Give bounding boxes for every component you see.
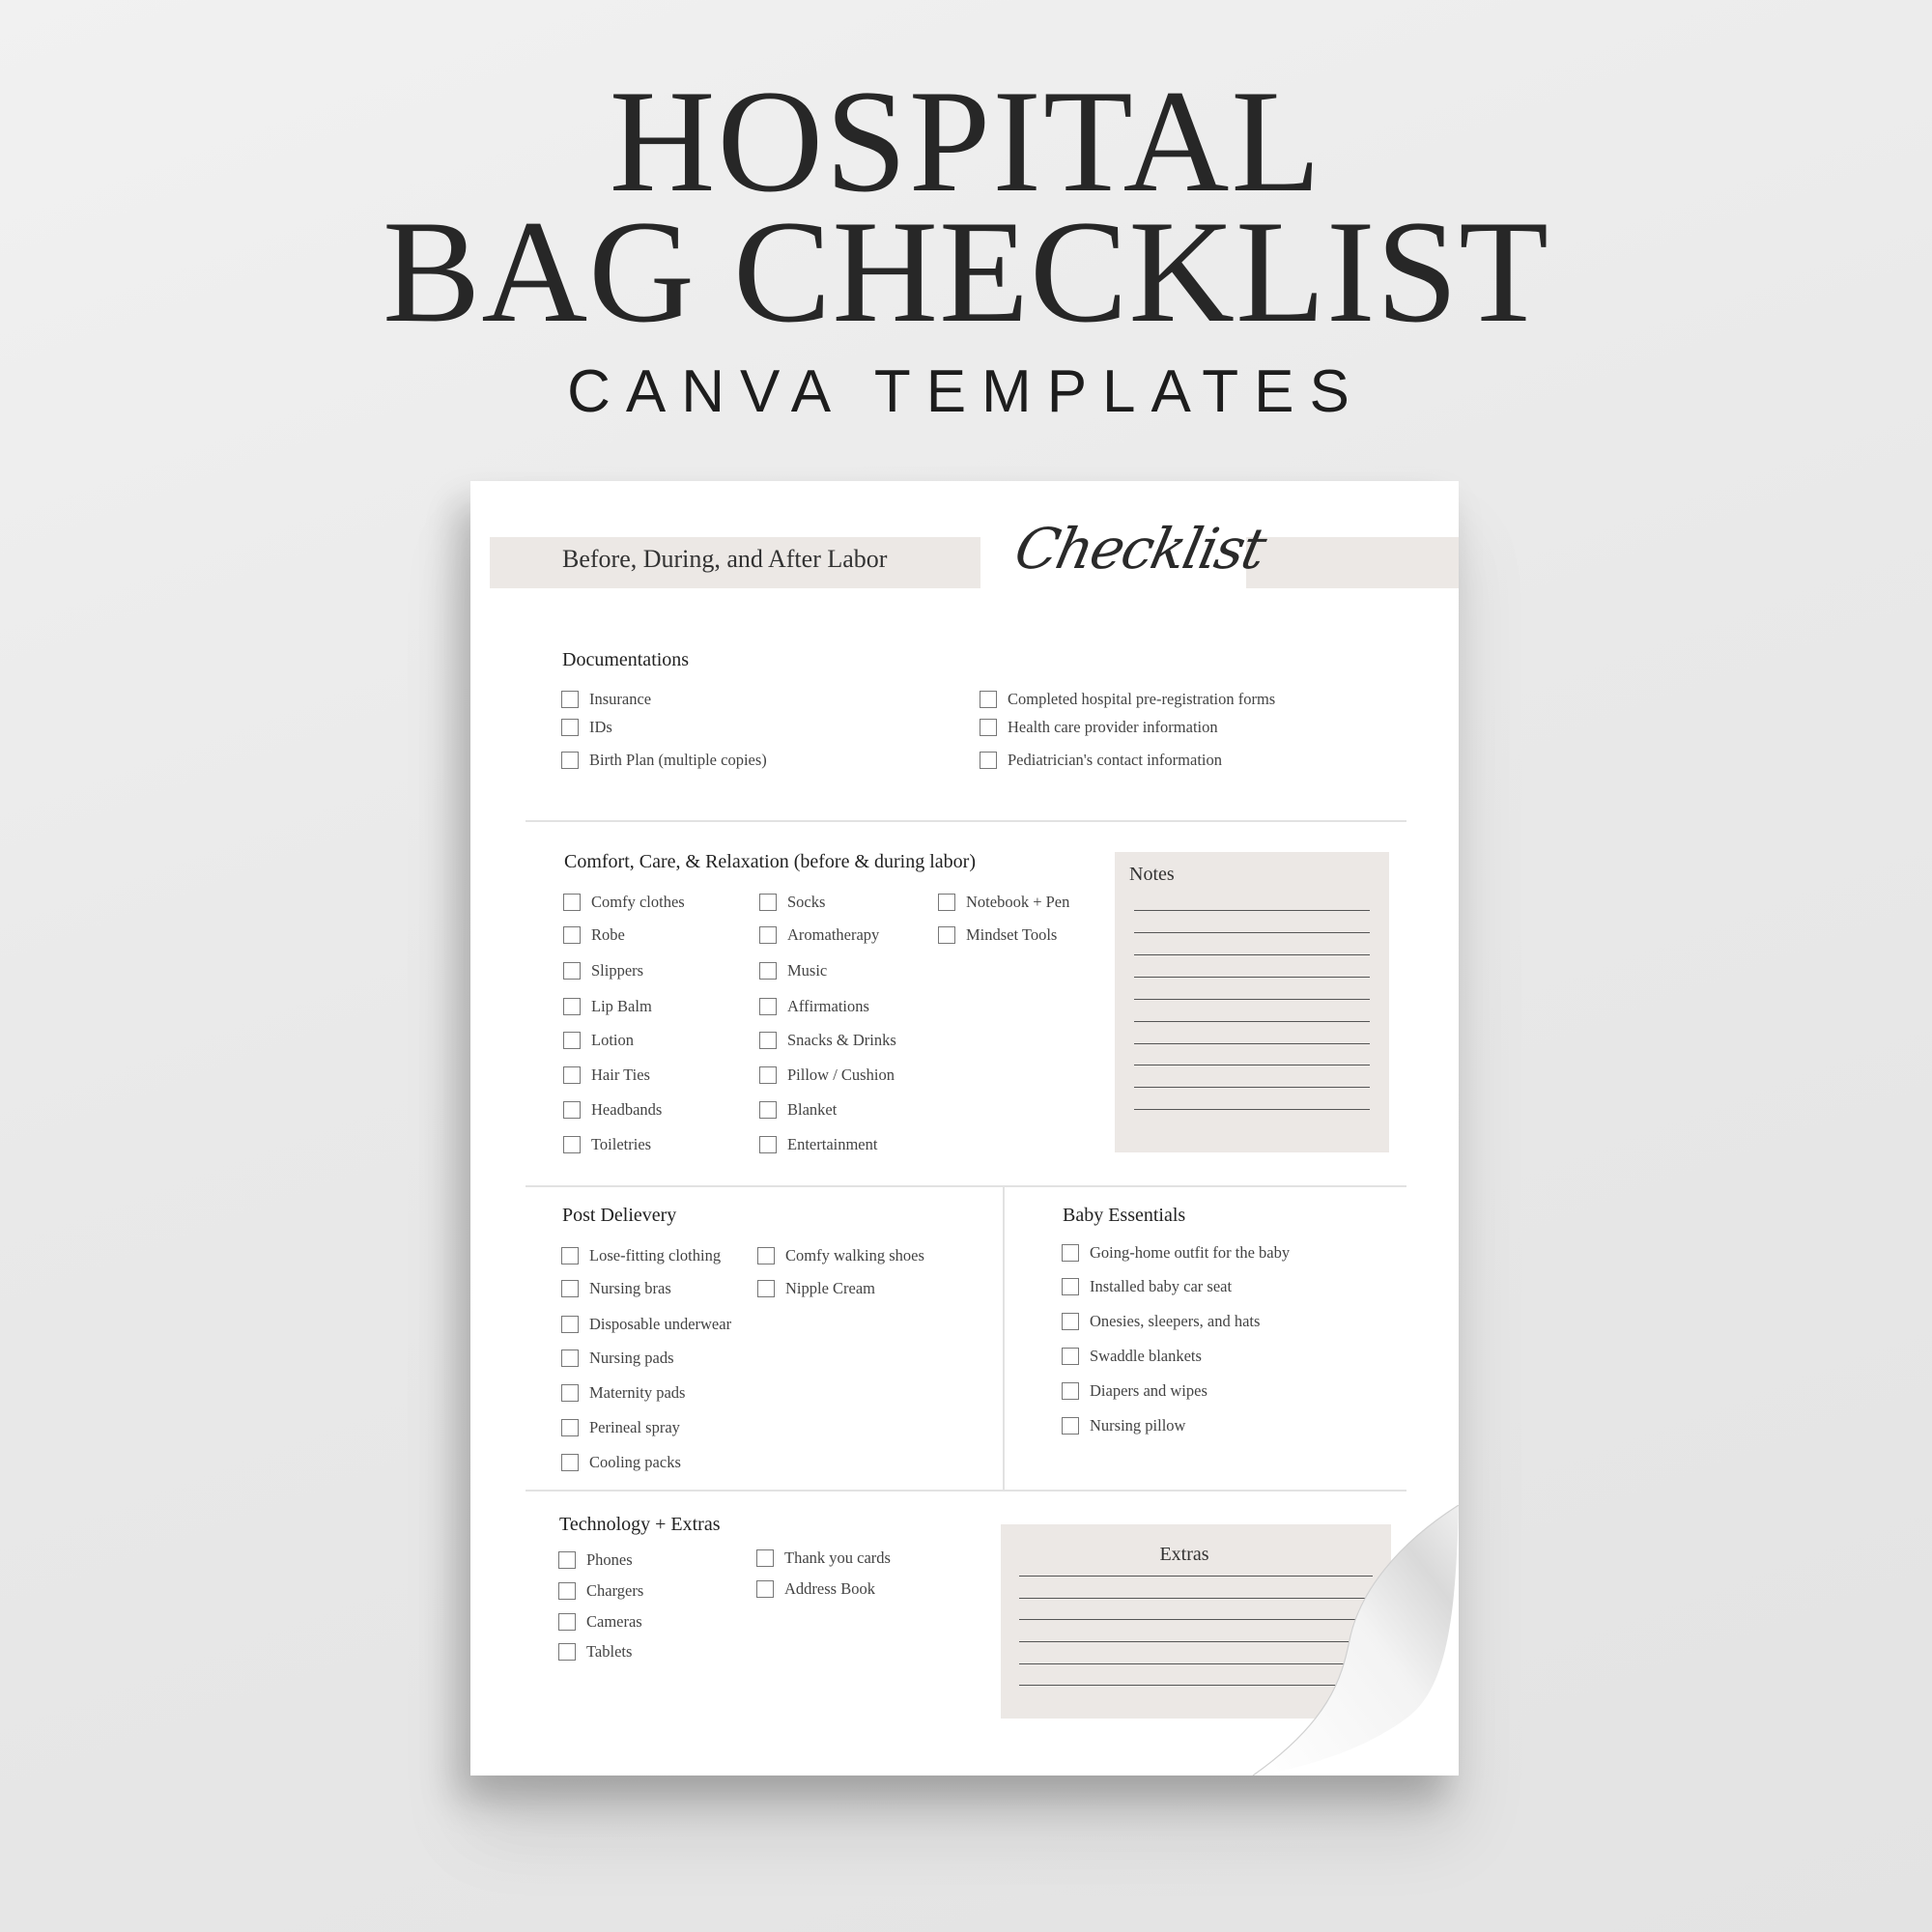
writing-line: [1134, 1087, 1370, 1088]
hero-title-line2: BAG CHECKLIST: [383, 190, 1549, 353]
checkbox[interactable]: [561, 719, 579, 736]
checklist-item: [1062, 1312, 1260, 1331]
checklist-sheet: [470, 481, 1459, 1776]
checklist-item: [1062, 1416, 1185, 1435]
checkbox[interactable]: [558, 1582, 576, 1600]
checklist-item-label: Insurance: [589, 690, 652, 708]
section-title-technology: Technology + Extras: [559, 1514, 721, 1535]
checkbox[interactable]: [759, 894, 777, 911]
checklist-item-label: Diapers and wipes: [1090, 1381, 1208, 1400]
notes-title: Notes: [1129, 864, 1175, 885]
checklist-item-label: Nursing bras: [589, 1279, 671, 1297]
script-title: Checklist: [1009, 516, 1271, 582]
extras-title: Extras: [1159, 1544, 1209, 1565]
checklist-item: [561, 1246, 721, 1265]
checklist-item-label: Maternity pads: [589, 1383, 686, 1402]
checklist-item-label: Headbands: [591, 1100, 663, 1119]
checklist-item-label: Music: [787, 961, 828, 980]
checklist-item: [759, 997, 869, 1016]
section-title-post-delivery: Post Delievery: [562, 1205, 677, 1226]
checkbox[interactable]: [561, 1384, 579, 1402]
checklist-item-label: Pediatrician's contact information: [1008, 751, 1222, 769]
checkbox[interactable]: [980, 719, 997, 736]
checklist-item: [563, 893, 685, 912]
checklist-item-label: Completed hospital pre-registration forms: [1008, 690, 1276, 708]
checklist-item: [759, 1031, 896, 1050]
checklist-item-label: Entertainment: [787, 1135, 878, 1153]
checkbox[interactable]: [561, 1247, 579, 1264]
checklist-item-label: Blanket: [787, 1100, 838, 1119]
checklist-item: [757, 1246, 924, 1265]
hero-title-line1: HOSPITAL: [609, 60, 1323, 222]
checklist-item: [558, 1550, 633, 1570]
checklist-item-label: Thank you cards: [784, 1548, 891, 1567]
checklist-item-label: Tablets: [586, 1642, 633, 1661]
writing-line: [1134, 1109, 1370, 1110]
checklist-item: [561, 1279, 671, 1298]
checkbox[interactable]: [759, 1066, 777, 1084]
writing-line: [1134, 954, 1370, 955]
extras-box[interactable]: [1001, 1524, 1391, 1719]
checklist-item-label: IDs: [589, 718, 612, 736]
checklist-item: [757, 1279, 875, 1298]
checklist-item: [980, 718, 1218, 737]
checklist-item: [563, 925, 625, 945]
section-title-comfort: Comfort, Care, & Relaxation (before & during labor): [564, 851, 976, 872]
checkbox[interactable]: [756, 1580, 774, 1598]
checklist-item-label: Lip Balm: [591, 997, 652, 1015]
writing-line: [1019, 1619, 1373, 1620]
checklist-item: [980, 690, 1275, 709]
checklist-item: [561, 1315, 731, 1334]
checkbox[interactable]: [1062, 1313, 1079, 1330]
checklist-item: [558, 1642, 632, 1662]
checklist-item-label: Snacks & Drinks: [787, 1031, 896, 1049]
section-title-documentations: Documentations: [562, 649, 690, 670]
checkbox[interactable]: [563, 1066, 581, 1084]
checklist-item-label: Swaddle blankets: [1090, 1347, 1202, 1365]
checkbox[interactable]: [563, 962, 581, 980]
checkbox[interactable]: [558, 1643, 576, 1661]
checklist-item: [561, 1349, 674, 1368]
checkbox[interactable]: [756, 1549, 774, 1567]
checklist-item: [563, 997, 652, 1016]
checkbox[interactable]: [980, 752, 997, 769]
checklist-item-label: Pillow / Cushion: [787, 1065, 895, 1084]
checkbox[interactable]: [1062, 1278, 1079, 1295]
checklist-item: [563, 1100, 662, 1120]
checkbox[interactable]: [980, 691, 997, 708]
checklist-item-label: Address Book: [784, 1579, 875, 1598]
checklist-item-label: Notebook + Pen: [966, 893, 1070, 911]
checklist-item-label: Birth Plan (multiple copies): [589, 751, 767, 769]
checklist-item-label: Robe: [591, 925, 625, 944]
writing-line: [1134, 910, 1370, 911]
divider: [526, 820, 1406, 822]
divider: [1003, 1187, 1005, 1491]
checklist-item-label: Cooling packs: [589, 1453, 681, 1471]
divider: [526, 1490, 1406, 1492]
checkbox[interactable]: [561, 1280, 579, 1297]
checklist-item: [1062, 1381, 1208, 1401]
writing-line: [1134, 1043, 1370, 1044]
checkbox[interactable]: [561, 1419, 579, 1436]
checklist-item: [561, 718, 612, 737]
checkbox[interactable]: [759, 1101, 777, 1119]
checkbox[interactable]: [563, 1032, 581, 1049]
checklist-item: [759, 1065, 895, 1085]
checklist-item-label: Nursing pillow: [1090, 1416, 1186, 1435]
checklist-item: [980, 751, 1222, 770]
checkbox[interactable]: [1062, 1348, 1079, 1365]
checklist-item-label: Chargers: [586, 1581, 644, 1600]
checklist-item: [561, 690, 651, 709]
writing-line: [1019, 1685, 1373, 1686]
checkbox[interactable]: [561, 1350, 579, 1367]
checklist-item: [563, 1065, 650, 1085]
divider: [526, 1185, 1406, 1187]
checkbox[interactable]: [561, 1454, 579, 1471]
checkbox[interactable]: [759, 998, 777, 1015]
writing-line: [1019, 1663, 1373, 1664]
checklist-item: [563, 1031, 634, 1050]
checklist-item-label: Cameras: [586, 1612, 642, 1631]
writing-line: [1019, 1598, 1373, 1599]
checkbox[interactable]: [757, 1280, 775, 1297]
checklist-item: [561, 1383, 685, 1403]
checklist-item: [563, 961, 643, 980]
checklist-item-label: Going-home outfit for the baby: [1090, 1243, 1291, 1262]
checklist-item-label: Comfy walking shoes: [785, 1246, 924, 1264]
checkbox[interactable]: [563, 894, 581, 911]
checklist-item-label: Affirmations: [787, 997, 869, 1015]
checklist-item-label: Lose-fitting clothing: [589, 1246, 722, 1264]
checklist-item: [759, 893, 825, 912]
checkbox[interactable]: [561, 1316, 579, 1333]
checklist-item-label: Perineal spray: [589, 1418, 680, 1436]
checklist-item: [561, 1453, 681, 1472]
checkbox[interactable]: [759, 926, 777, 944]
checklist-item-label: Toiletries: [591, 1135, 652, 1153]
writing-line: [1019, 1641, 1373, 1642]
checkbox[interactable]: [563, 1101, 581, 1119]
checklist-item-label: Nursing pads: [589, 1349, 674, 1367]
checklist-item: [756, 1579, 875, 1599]
checkbox[interactable]: [1062, 1417, 1079, 1435]
writing-line: [1019, 1576, 1373, 1577]
checkbox[interactable]: [558, 1613, 576, 1631]
checklist-item-label: Installed baby car seat: [1090, 1277, 1233, 1295]
checklist-item-label: Health care provider information: [1008, 718, 1218, 736]
checkbox[interactable]: [561, 691, 579, 708]
checkbox[interactable]: [938, 926, 955, 944]
checklist-item: [561, 1418, 680, 1437]
writing-line: [1134, 932, 1370, 933]
checklist-item: [558, 1581, 643, 1601]
checkbox[interactable]: [563, 1136, 581, 1153]
checklist-item-label: Slippers: [591, 961, 644, 980]
checkbox[interactable]: [1062, 1382, 1079, 1400]
checklist-item-label: Socks: [787, 893, 826, 911]
checklist-item: [563, 1135, 651, 1154]
checklist-item: [759, 1135, 877, 1154]
checklist-item: [1062, 1347, 1202, 1366]
checklist-item: [1062, 1243, 1290, 1263]
checklist-item-label: Phones: [586, 1550, 633, 1569]
checklist-item: [1062, 1277, 1232, 1296]
checklist-item: [756, 1548, 891, 1568]
checklist-item: [938, 893, 1069, 912]
checklist-item-label: Mindset Tools: [966, 925, 1058, 944]
checklist-item-label: Hair Ties: [591, 1065, 650, 1084]
writing-line: [1134, 1021, 1370, 1022]
sheet-subtitle: Before, During, and After Labor: [562, 545, 888, 573]
checklist-item: [561, 751, 767, 770]
checkbox[interactable]: [759, 1136, 777, 1153]
header-band-right: [1246, 537, 1459, 588]
checkbox[interactable]: [563, 998, 581, 1015]
checklist-item: [558, 1612, 642, 1632]
notes-box[interactable]: [1115, 852, 1389, 1152]
writing-line: [1134, 999, 1370, 1000]
checklist-item-label: Disposable underwear: [589, 1315, 732, 1333]
checklist-item-label: Aromatherapy: [787, 925, 880, 944]
checklist-item: [938, 925, 1057, 945]
checkbox[interactable]: [759, 1032, 777, 1049]
checkbox[interactable]: [558, 1551, 576, 1569]
checklist-item: [759, 1100, 837, 1120]
checklist-item-label: Onesies, sleepers, and hats: [1090, 1312, 1261, 1330]
writing-line: [1134, 977, 1370, 978]
checkbox[interactable]: [757, 1247, 775, 1264]
checkbox[interactable]: [759, 962, 777, 980]
checklist-item: [759, 961, 827, 980]
checklist-item-label: Comfy clothes: [591, 893, 685, 911]
checkbox[interactable]: [561, 752, 579, 769]
checklist-item-label: Lotion: [591, 1031, 634, 1049]
checklist-item: [759, 925, 879, 945]
checkbox[interactable]: [938, 894, 955, 911]
checkbox[interactable]: [563, 926, 581, 944]
section-title-baby-essentials: Baby Essentials: [1063, 1205, 1186, 1226]
checklist-item-label: Nipple Cream: [785, 1279, 876, 1297]
hero-subtitle: CANVA TEMPLATES: [567, 358, 1365, 425]
checkbox[interactable]: [1062, 1244, 1079, 1262]
